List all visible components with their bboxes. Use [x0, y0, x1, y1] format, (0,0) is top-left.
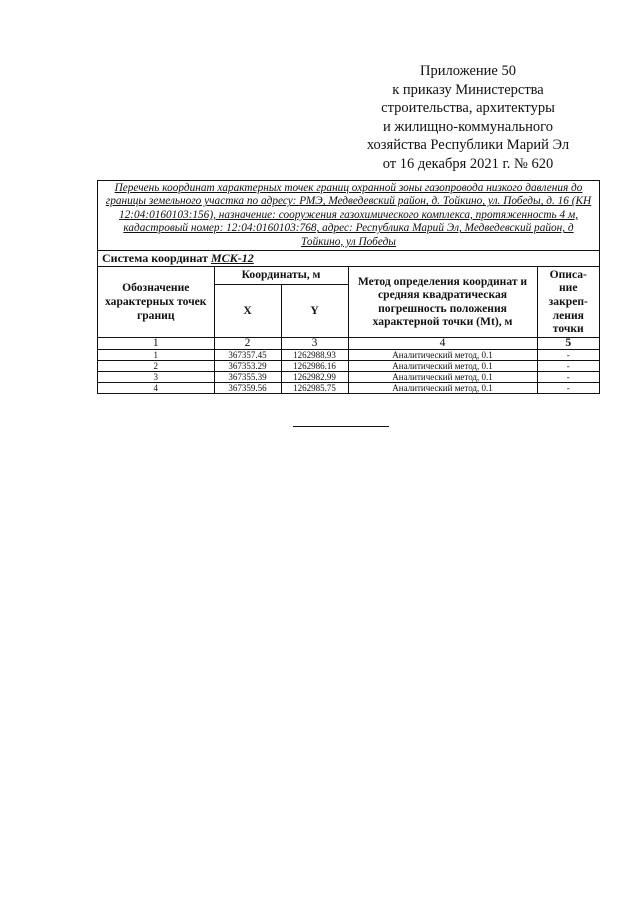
cell-point: 1 [98, 349, 214, 360]
cell-method: Аналитический метод, 0.1 [348, 349, 537, 360]
cell-method: Аналитический метод, 0.1 [348, 360, 537, 371]
header-description [537, 267, 599, 337]
cell-point: 3 [98, 371, 214, 382]
appendix-header [340, 62, 596, 174]
coordinate-system-value: МСК-12 [210, 251, 254, 266]
cell-method: Аналитический метод, 0.1 [348, 382, 537, 393]
cell-method: Аналитический метод, 0.1 [348, 371, 537, 382]
header-description-line: точки [552, 322, 584, 336]
header-method: Метод определения координат и средняя квадратическая погрешность положения характерной точки (Mt), м [348, 267, 537, 337]
cell-x: 367359.56 [214, 382, 281, 393]
appendix-line: хозяйства Республики Марий Эл [366, 137, 570, 154]
column-number: 2 [214, 337, 281, 349]
header-description-line: Описа- [549, 267, 587, 281]
appendix-line: Приложение 50 [420, 63, 516, 79]
cell-x: 367353.29 [214, 360, 281, 371]
header-coordinates: Координаты, м [214, 267, 348, 284]
coordinate-system-row [98, 251, 599, 267]
cell-description: - [537, 382, 599, 393]
appendix-line: от 16 декабря 2021 г. № 620 [382, 155, 554, 172]
cell-y: 1262982.99 [281, 371, 348, 382]
column-number: 1 [98, 337, 214, 349]
cell-y: 1262985.75 [281, 382, 348, 393]
cell-description: - [537, 371, 599, 382]
cell-point: 4 [98, 382, 214, 393]
cell-point: 2 [98, 360, 214, 371]
coordinates-table [97, 180, 600, 394]
appendix-line: к приказу Министерства [392, 81, 544, 98]
table-row [98, 349, 599, 360]
column-number-row [98, 337, 599, 349]
coordinates-grid [98, 267, 599, 393]
header-description-line: ние [559, 281, 578, 295]
cell-y: 1262988.93 [281, 349, 348, 360]
cell-y: 1262986.16 [281, 360, 348, 371]
table-row [98, 360, 599, 371]
separator-line [293, 426, 389, 427]
column-number: 4 [348, 337, 537, 349]
cell-x: 367355.39 [214, 371, 281, 382]
appendix-line: строительства, архитектуры [381, 100, 555, 117]
header-description-line: ления [552, 308, 584, 322]
header-y: Y [281, 284, 348, 337]
header-description-line: закреп- [548, 294, 588, 308]
table-row [98, 371, 599, 382]
cell-description: - [537, 360, 599, 371]
table-caption: Перечень координат характерных точек границ охранной зоны газопровода низкого давления до границы земельного участка по адресу: РМЭ, Медведевский район, д. Тойкино, ул. Победы, д. 16 (КН 12:04:0160103:156), назначение: сооружения газохимического комплекса, протяженность 4 м, кадастровый номер: 12:04:0160103:768, адрес: Республика Марий Эл, Медведевский район, д Тойкино, ул Победы [98, 181, 599, 251]
header-x: X [214, 284, 281, 337]
table-row [98, 382, 599, 393]
cell-x: 367357.45 [214, 349, 281, 360]
coordinate-system-label: Система координат [102, 251, 208, 266]
column-number: 5 [537, 337, 599, 349]
column-number: 3 [281, 337, 348, 349]
cell-description: - [537, 349, 599, 360]
header-point-designation: Обозначение характерных точек границ [98, 267, 214, 337]
appendix-line: и жилищно-коммунального [382, 118, 554, 135]
